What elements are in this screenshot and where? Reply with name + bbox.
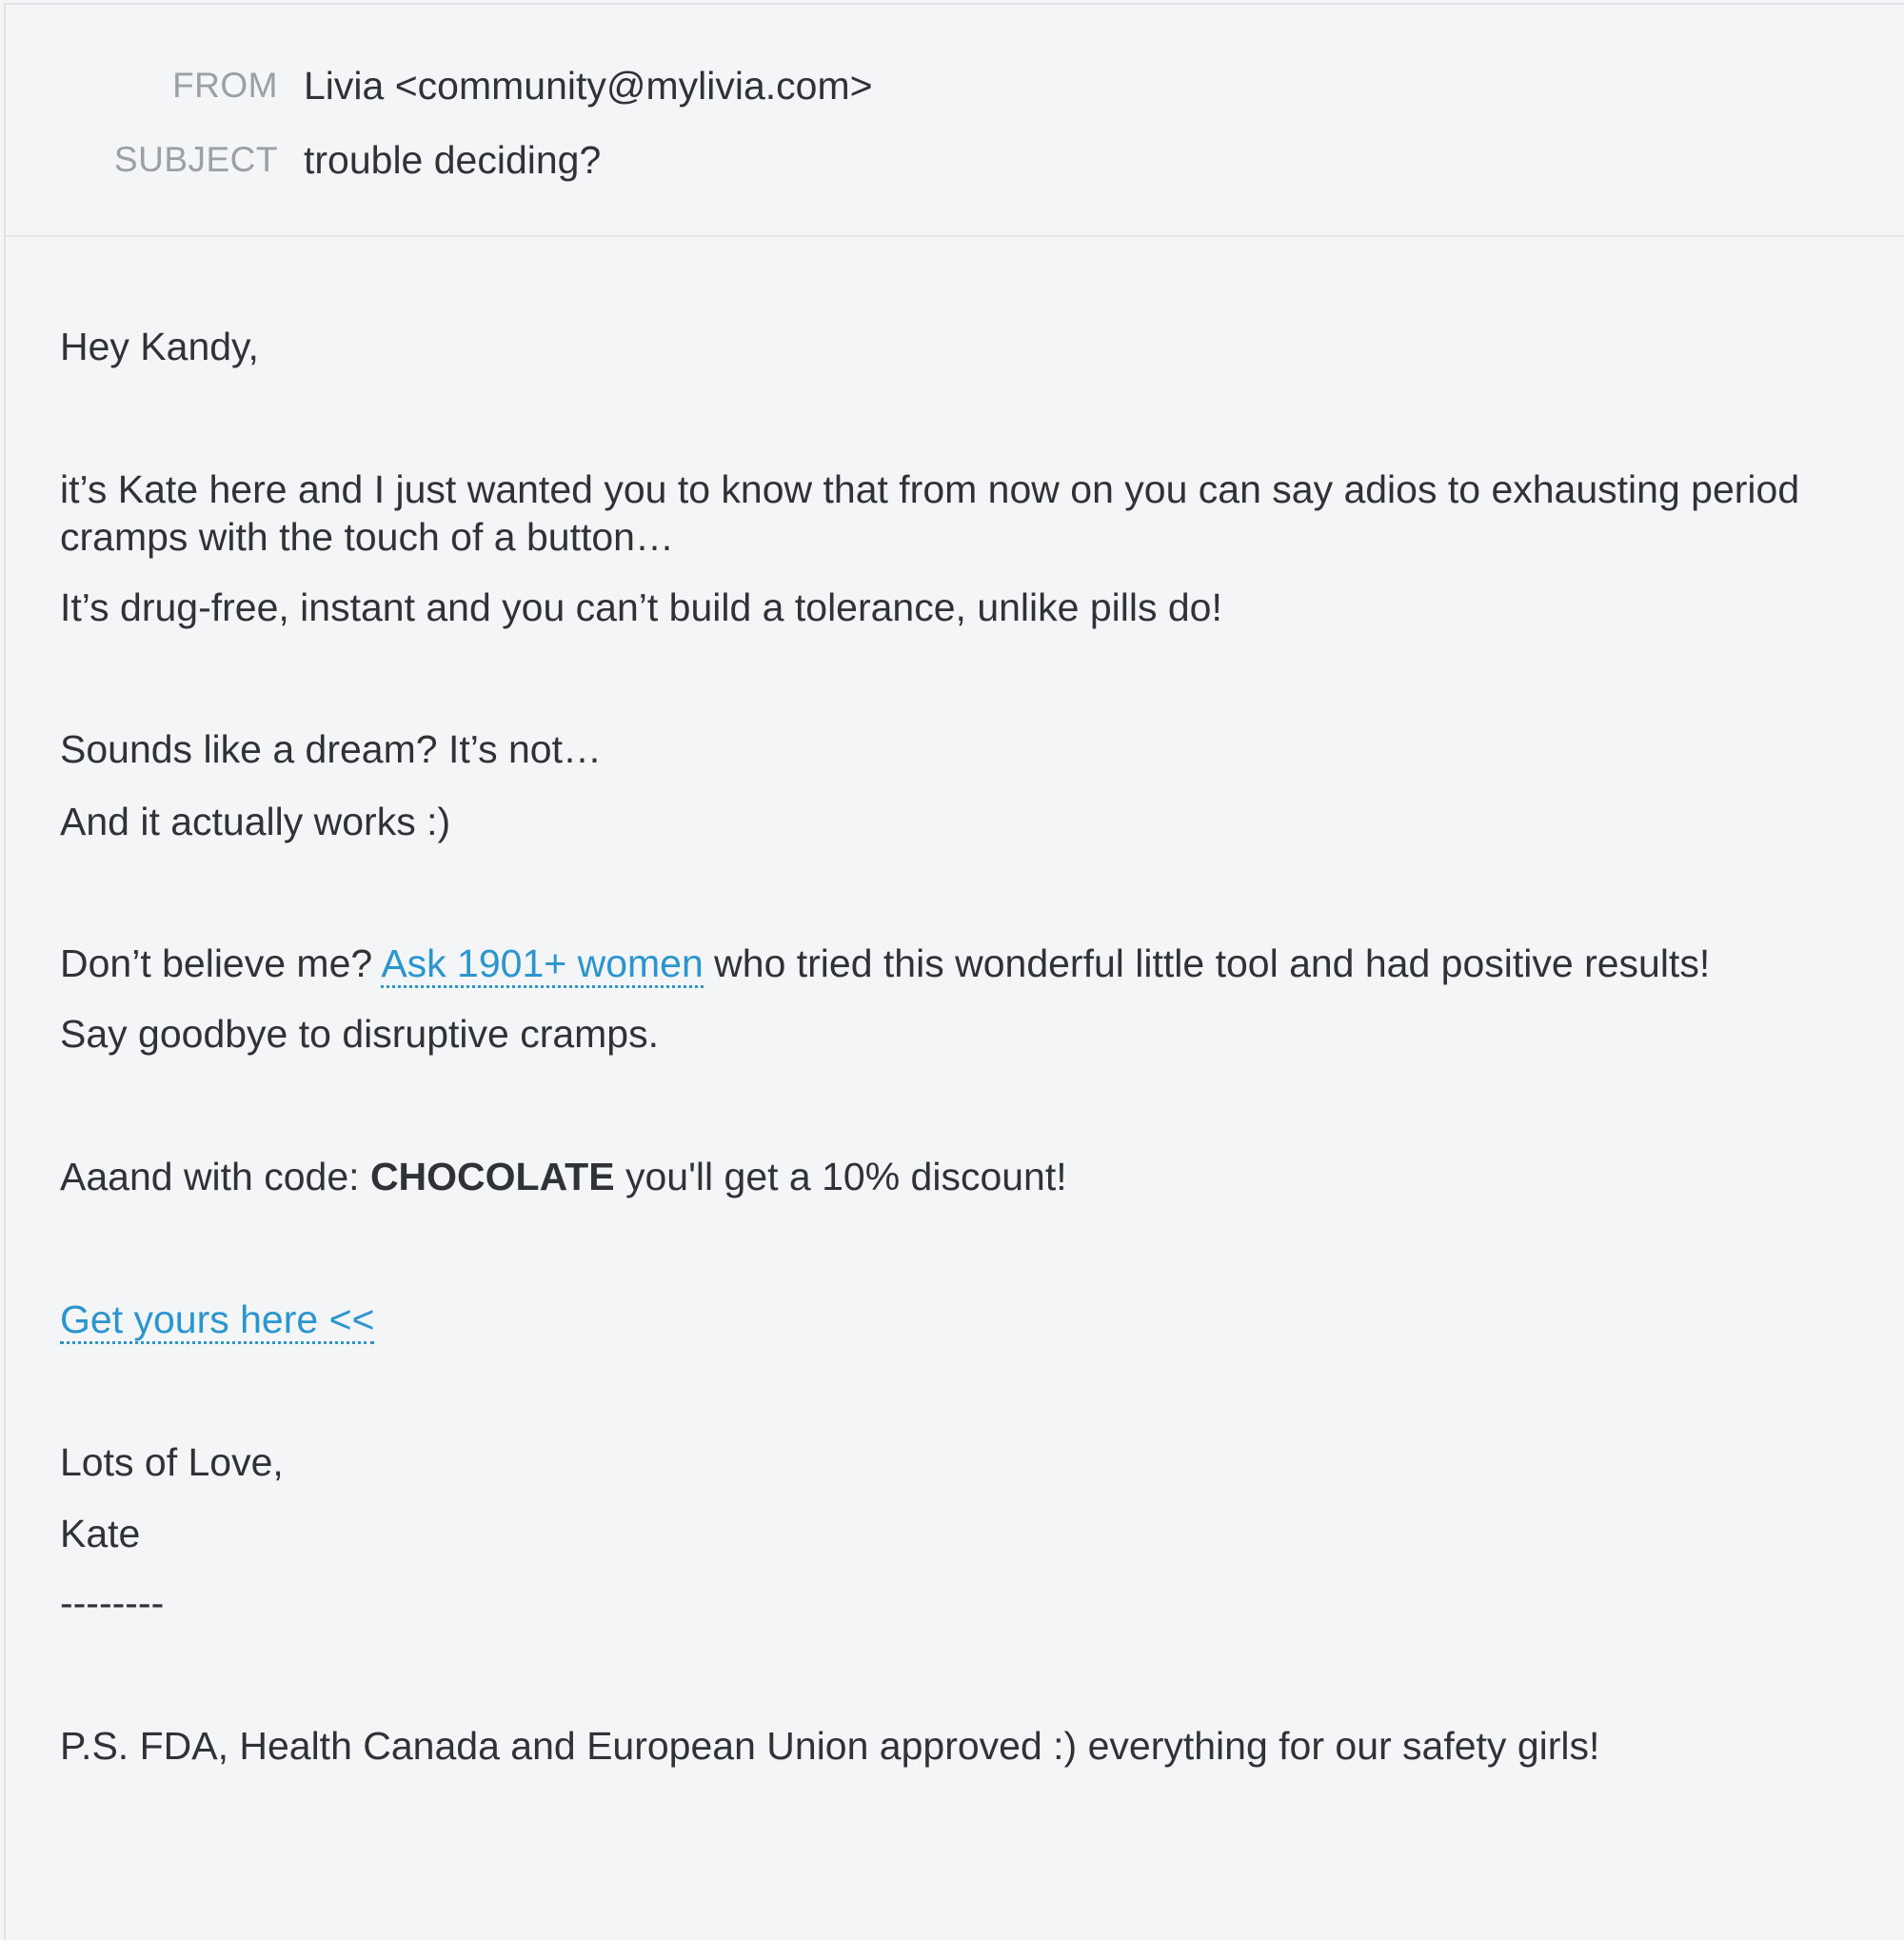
separator: --------: [60, 1581, 165, 1625]
from-value[interactable]: Livia <community@mylivia.com>: [304, 64, 873, 108]
dream-line: Sounds like a dream? It’s not…: [60, 727, 602, 771]
signoff: Lots of Love,: [60, 1440, 284, 1484]
from-label: FROM: [172, 66, 278, 105]
intro-paragraph: it’s Kate here and I just wanted you to know that from now on you can say adios to exhausting period cramps with the touch of a button…: [60, 467, 1800, 559]
signature: Kate: [60, 1512, 141, 1555]
ask-women-link[interactable]: Ask 1901+ women: [381, 941, 703, 988]
code-prefix: Aaand with code:: [60, 1155, 370, 1198]
drug-free-line: It’s drug-free, instant and you can’t build a tolerance, unlike pills do!: [60, 585, 1222, 629]
greeting: Hey Kandy,: [60, 325, 259, 368]
email-viewer: [4, 3, 1904, 1940]
subject-value: trouble deciding?: [304, 138, 602, 182]
code-line: [60, 1153, 1067, 1200]
cta-line: [60, 1296, 374, 1343]
discount-code: CHOCOLATE: [369, 1155, 615, 1198]
code-suffix: you'll get a 10% discount!: [614, 1155, 1067, 1198]
email-header: [6, 5, 1904, 237]
works-line: And it actually works :): [60, 800, 451, 843]
goodbye-line: Say goodbye to disruptive cramps.: [60, 1012, 659, 1056]
ps-line: P.S. FDA, Health Canada and European Union approved :) everything for our safety girls!: [60, 1724, 1600, 1768]
from-row: [6, 62, 1904, 109]
get-yours-link[interactable]: Get yours here <<: [60, 1297, 374, 1344]
believe-suffix: who tried this wonderful little tool and had positive results!: [703, 941, 1711, 985]
subject-row: [6, 136, 1904, 184]
subject-label: SUBJECT: [113, 140, 278, 179]
believe-prefix: Don’t believe me?: [60, 941, 382, 985]
believe-line: [60, 940, 1710, 987]
